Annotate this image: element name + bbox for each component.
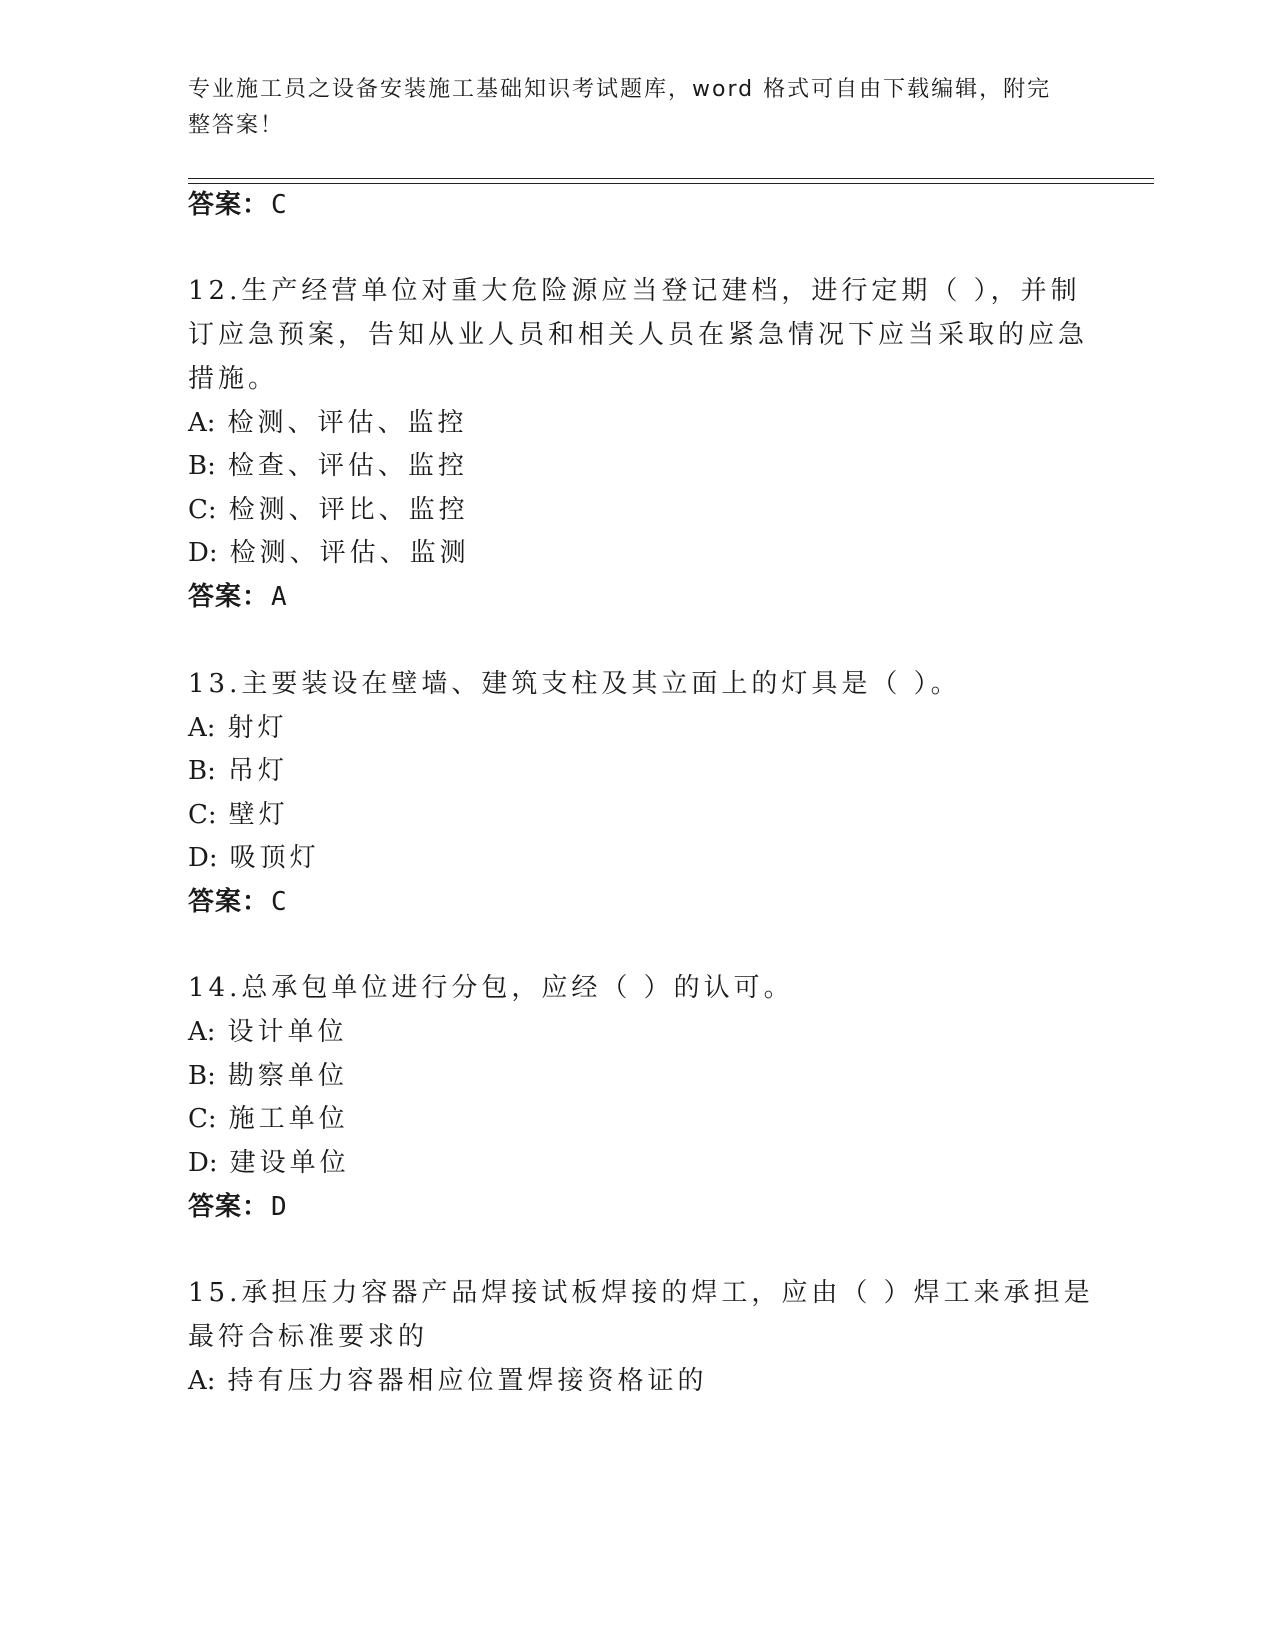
question-14-answer	[188, 1190, 288, 1224]
answer-label: 答案：	[188, 190, 270, 220]
option-letter: D:	[188, 538, 218, 568]
option-letter: C:	[188, 800, 217, 830]
option-letter: C:	[188, 495, 217, 525]
option-letter: A:	[188, 713, 216, 743]
question-14-option-c	[188, 1102, 349, 1136]
option-letter: D:	[188, 843, 218, 873]
option-letter: D:	[188, 1148, 218, 1178]
option-letter: A:	[188, 1366, 216, 1396]
question-14-option-b	[188, 1059, 348, 1093]
option-text: 吊灯	[227, 756, 288, 786]
option-text: 施工单位	[228, 1104, 349, 1134]
option-text: 壁灯	[228, 800, 289, 830]
option-text: 检测、评比、监控	[228, 495, 469, 525]
option-letter: B:	[188, 1061, 216, 1091]
header-divider-top	[188, 178, 1154, 179]
option-text: 检测、评估、监控	[227, 408, 468, 438]
answer-value: C	[271, 887, 288, 917]
question-13-option-c	[188, 798, 289, 832]
question-12-option-c	[188, 493, 469, 527]
option-letter: B:	[188, 451, 216, 481]
question-13-answer	[188, 885, 288, 919]
option-text: 设计单位	[227, 1017, 348, 1047]
option-text: 检测、评估、监测	[229, 538, 470, 568]
option-text: 射灯	[227, 713, 288, 743]
question-13-option-b	[188, 754, 288, 788]
question-12-option-a	[188, 406, 468, 440]
option-letter: A:	[188, 1017, 216, 1047]
question-14-option-a	[188, 1015, 348, 1049]
option-text: 勘察单位	[227, 1061, 348, 1091]
header-divider-bottom	[188, 183, 1154, 184]
question-12-answer	[188, 580, 288, 614]
document-header: 专业施工员之设备安装施工基础知识考试题库，word 格式可自由下载编辑，附完整答案！	[188, 77, 1052, 138]
answer-label: 答案：	[188, 582, 270, 612]
option-letter: B:	[188, 756, 216, 786]
answer-value: A	[271, 582, 288, 612]
question-13-option-a	[188, 711, 288, 745]
question-13-line-1: 13.主要装设在壁墙、建筑支柱及其立面上的灯具是（ ）。	[188, 669, 961, 699]
question-12-option-d	[188, 536, 470, 570]
option-text: 检查、评估、监控	[227, 451, 468, 481]
question-12-line-2: 订应急预案，告知从业人员和相关人员在紧急情况下应当采取的应急	[188, 320, 1089, 350]
option-text: 吸顶灯	[229, 843, 320, 873]
question-12-line-1: 12.生产经营单位对重大危险源应当登记建档，进行定期（ ），并制	[188, 276, 1081, 306]
option-letter: A:	[188, 408, 216, 438]
question-15-line-2: 最符合标准要求的	[188, 1322, 429, 1352]
option-text: 持有压力容器相应位置焊接资格证的	[227, 1366, 708, 1396]
question-15-option-a	[188, 1364, 708, 1398]
question-15-line-1: 15.承担压力容器产品焊接试板焊接的焊工，应由（ ）焊工来承担是	[188, 1278, 1094, 1308]
option-letter: C:	[188, 1104, 217, 1134]
question-13-option-d	[188, 841, 320, 875]
answer-value: C	[271, 190, 288, 220]
option-text: 建设单位	[229, 1148, 350, 1178]
answer-label: 答案：	[188, 1192, 270, 1222]
answer-value: D	[271, 1192, 288, 1222]
question-12-line-3: 措施。	[188, 364, 279, 394]
answer-label: 答案：	[188, 887, 270, 917]
answer-line	[188, 188, 288, 222]
question-14-line-1: 14.总承包单位进行分包，应经（ ）的认可。	[188, 973, 794, 1003]
question-12-option-b	[188, 449, 468, 483]
question-14-option-d	[188, 1146, 350, 1180]
